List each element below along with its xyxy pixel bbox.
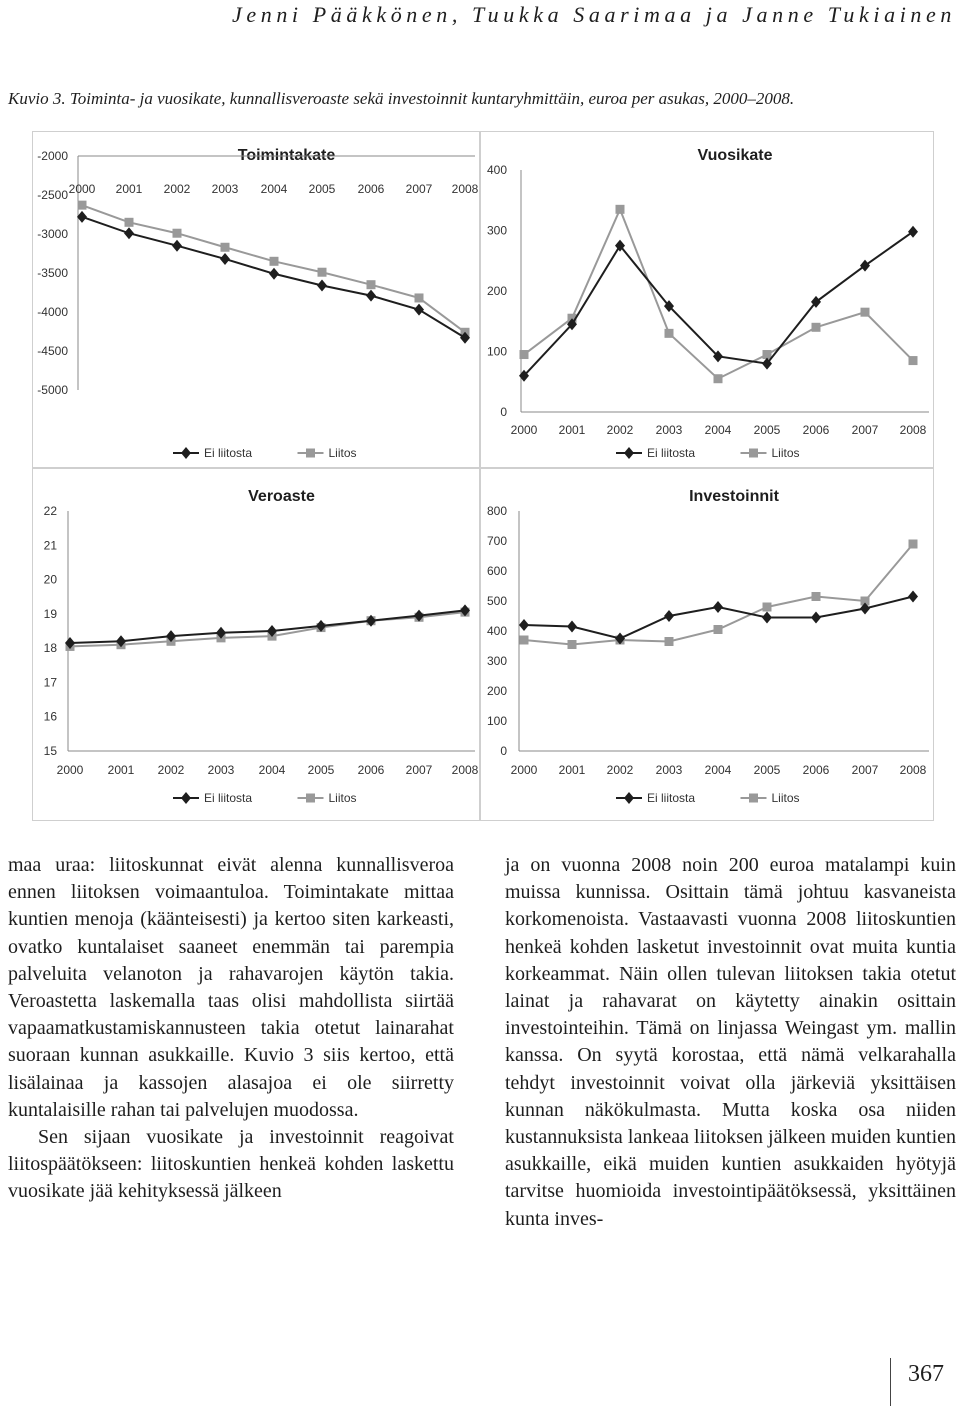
x-tick-label: 2004 bbox=[704, 763, 732, 777]
x-tick-label: 2002 bbox=[157, 763, 185, 777]
data-point-square bbox=[812, 323, 821, 332]
y-tick-label: -4500 bbox=[37, 344, 68, 358]
x-tick-label: 2007 bbox=[851, 423, 879, 437]
body-paragraph: ja on vuonna 2008 noin 200 euroa matalampi kuin muissa kunnissa. Osittain tämä johtuu kasvaneista korkomenoista. Vastaavasti vuonna 2008 liitoskuntien henkeä kohden lasketut investoinnit ovat muita kuntia korkeammat. Näin ollen tulevan liitoksen takia otetut lainat ja rahavarat on käytetty ainakin osittain investointeihin. Tämä on linjassa Weingast ym. mallin kanssa. On syytä korostaa, että nämä velkarahalla tehdyt investoinnit voivat olla järkeviä yksittäisen kunnan näkökulmasta. Mutta koska osa niiden kustannuksista lankeaa liitoksen jälkeen muiden kuntien asukkaille, eikä muiden kuntien asukkaiden hyötyjä tarvitse huomioida investointipäätöksessä, yksittäinen kunta inves- bbox=[505, 854, 956, 1230]
chart-investoinnit-svg bbox=[481, 469, 933, 820]
x-tick-label: 2000 bbox=[68, 182, 96, 196]
data-point-diamond bbox=[181, 792, 191, 804]
x-tick-label: 2006 bbox=[802, 423, 830, 437]
data-point-square bbox=[861, 308, 870, 317]
y-tick-label: 19 bbox=[43, 606, 57, 621]
y-tick-label: -4000 bbox=[37, 305, 68, 319]
data-point-square bbox=[367, 280, 376, 289]
x-tick-label: 2007 bbox=[405, 763, 433, 777]
y-tick-label: 22 bbox=[43, 504, 57, 518]
x-tick-label: 2008 bbox=[899, 763, 927, 777]
x-tick-label: 2001 bbox=[107, 763, 135, 777]
x-tick-label: 2004 bbox=[258, 763, 286, 777]
body-left-column bbox=[8, 852, 454, 1206]
x-tick-label: 2002 bbox=[163, 182, 191, 196]
x-tick-label: 2003 bbox=[655, 423, 683, 437]
data-point-square bbox=[270, 257, 279, 266]
data-point-square bbox=[749, 449, 758, 458]
y-tick-label: 18 bbox=[43, 641, 57, 656]
x-tick-label: 2003 bbox=[211, 182, 239, 196]
data-point-diamond bbox=[519, 619, 529, 631]
data-point-diamond bbox=[269, 268, 279, 280]
data-point-diamond bbox=[664, 610, 674, 622]
chart-title: Toimintakate bbox=[237, 147, 336, 164]
y-tick-label: 500 bbox=[486, 594, 507, 608]
page-number-rule bbox=[890, 1358, 891, 1406]
x-tick-label: 2005 bbox=[753, 763, 781, 777]
x-tick-label: 2007 bbox=[405, 182, 433, 196]
x-tick-label: 2001 bbox=[558, 423, 586, 437]
x-tick-label: 2006 bbox=[802, 763, 830, 777]
data-point-diamond bbox=[181, 447, 191, 459]
running-header: Jenni Pääkkönen, Tuukka Saarimaa ja Janne Tukiainen bbox=[231, 2, 956, 27]
x-tick-label: 2006 bbox=[357, 763, 385, 777]
x-tick-label: 2002 bbox=[606, 763, 634, 777]
data-point-square bbox=[306, 794, 315, 803]
x-tick-label: 2003 bbox=[655, 763, 683, 777]
x-tick-label: 2001 bbox=[558, 763, 586, 777]
data-point-diamond bbox=[172, 240, 182, 252]
x-tick-label: 2007 bbox=[851, 763, 879, 777]
y-tick-label: 700 bbox=[486, 534, 507, 548]
y-tick-label: 0 bbox=[500, 744, 507, 758]
data-point-diamond bbox=[713, 601, 723, 613]
figure-caption: Kuvio 3. Toiminta- ja vuosikate, kunnallisveroaste sekä investoinnit kuntaryhmittäin, euroa per asukas, 2000–2008. bbox=[8, 89, 795, 108]
y-tick-label: 400 bbox=[486, 624, 507, 638]
data-point-square bbox=[568, 640, 577, 649]
x-tick-label: 2000 bbox=[56, 763, 84, 777]
chart-title: Veroaste bbox=[248, 488, 315, 505]
x-tick-label: 2000 bbox=[510, 423, 538, 437]
data-point-diamond bbox=[624, 447, 634, 459]
data-point-diamond bbox=[414, 304, 424, 316]
data-point-square bbox=[714, 374, 723, 383]
y-tick-label: 600 bbox=[486, 564, 507, 578]
legend-label: Ei liitosta bbox=[204, 791, 253, 805]
body-right-column bbox=[505, 852, 956, 1233]
y-tick-label: -2500 bbox=[37, 188, 68, 202]
y-tick-label: -3500 bbox=[37, 266, 68, 280]
data-point-square bbox=[520, 350, 529, 359]
x-tick-label: 2005 bbox=[308, 182, 336, 196]
chart-toimintakate-svg bbox=[33, 132, 479, 467]
chart-title: Investoinnit bbox=[689, 488, 779, 505]
data-point-square bbox=[812, 592, 821, 601]
chart-investoinnit bbox=[480, 468, 934, 821]
chart-title: Vuosikate bbox=[697, 147, 773, 164]
data-point-diamond bbox=[908, 591, 918, 603]
data-point-square bbox=[221, 243, 230, 252]
data-point-diamond bbox=[567, 621, 577, 633]
data-point-square bbox=[318, 268, 327, 277]
chart-vuosikate-svg bbox=[481, 132, 933, 467]
y-tick-label: 100 bbox=[486, 344, 507, 359]
x-tick-label: 2005 bbox=[307, 763, 335, 777]
legend-label: Liitos bbox=[771, 446, 800, 460]
chart-vuosikate bbox=[480, 131, 934, 468]
data-point-diamond bbox=[317, 279, 327, 291]
y-tick-label: -3000 bbox=[37, 227, 68, 241]
y-tick-label: -5000 bbox=[37, 383, 68, 397]
page-number: 367 bbox=[908, 1361, 944, 1387]
x-tick-label: 2004 bbox=[260, 182, 288, 196]
data-point-diamond bbox=[366, 290, 376, 302]
x-tick-label: 2002 bbox=[606, 423, 634, 437]
y-tick-label: 800 bbox=[486, 504, 507, 518]
legend-label: Ei liitosta bbox=[647, 791, 696, 805]
x-tick-label: 2004 bbox=[704, 423, 732, 437]
data-point-square bbox=[306, 449, 315, 458]
y-tick-label: 15 bbox=[43, 744, 57, 758]
y-tick-label: 0 bbox=[500, 405, 507, 419]
chart-toimintakate bbox=[32, 131, 480, 468]
data-point-diamond bbox=[220, 253, 230, 265]
y-tick-label: -2000 bbox=[37, 149, 68, 163]
y-tick-label: 100 bbox=[486, 714, 507, 728]
legend-label: Liitos bbox=[771, 791, 800, 805]
data-point-square bbox=[665, 637, 674, 646]
y-tick-label: 300 bbox=[486, 654, 507, 668]
legend-label: Ei liitosta bbox=[647, 446, 696, 460]
y-tick-label: 20 bbox=[43, 572, 57, 587]
y-tick-label: 300 bbox=[486, 223, 507, 238]
data-point-diamond bbox=[762, 612, 772, 624]
x-tick-label: 2008 bbox=[899, 423, 927, 437]
data-point-square bbox=[714, 625, 723, 634]
x-tick-label: 2003 bbox=[207, 763, 235, 777]
data-point-square bbox=[415, 293, 424, 302]
data-point-square bbox=[616, 205, 625, 214]
x-tick-label: 2008 bbox=[451, 182, 479, 196]
data-point-square bbox=[125, 218, 134, 227]
data-point-square bbox=[173, 229, 182, 238]
y-tick-label: 200 bbox=[486, 684, 507, 698]
data-point-square bbox=[909, 356, 918, 365]
body-paragraph: Sen sijaan vuosikate ja investoinnit reagoivat liitospäätökseen: liitoskuntien henkeä kohden laskettu vuosikate jää kehityksessä jälkeen bbox=[8, 1126, 454, 1203]
x-tick-label: 2008 bbox=[451, 763, 479, 777]
y-tick-label: 17 bbox=[43, 675, 57, 690]
y-tick-label: 16 bbox=[43, 709, 57, 724]
x-tick-label: 2005 bbox=[753, 423, 781, 437]
data-point-square bbox=[909, 540, 918, 549]
data-point-diamond bbox=[860, 260, 870, 272]
legend-label: Liitos bbox=[328, 791, 357, 805]
y-tick-label: 400 bbox=[486, 163, 507, 177]
x-tick-label: 2000 bbox=[510, 763, 538, 777]
data-point-diamond bbox=[811, 612, 821, 624]
chart-veroaste-svg bbox=[33, 469, 479, 820]
data-point-square bbox=[763, 603, 772, 612]
x-tick-label: 2006 bbox=[357, 182, 385, 196]
data-point-diamond bbox=[908, 226, 918, 238]
legend-label: Liitos bbox=[328, 446, 357, 460]
data-point-square bbox=[749, 794, 758, 803]
legend-label: Ei liitosta bbox=[204, 446, 253, 460]
data-point-square bbox=[78, 201, 87, 210]
data-point-diamond bbox=[624, 792, 634, 804]
data-point-diamond bbox=[124, 227, 134, 239]
y-tick-label: 200 bbox=[486, 284, 507, 298]
body-paragraph: maa uraa: liitoskunnat eivät alenna kunnallisveroa ennen liitoksen voimaantuloa. Toimintakate mittaa kuntien menoja (käänteisesti) ja kertoo siten karkeasti, ovatko kuntalaiset saaneet enemmän tai parempia palveluita velanoton ja rahavarojen käytön takia. Veroastetta laskemalla taas olisi mahdollista siirtää vapaamatkustamiskannusteen takia otetut lainarahat suoraan kunnan asukkaille. Kuvio 3 siis kertoo, että lisälainaa ja kassojen alasajoa ei ole siirretty kuntalaisille rahan tai palvelujen muodossa. bbox=[8, 854, 454, 1121]
chart-veroaste bbox=[32, 468, 480, 821]
x-tick-label: 2001 bbox=[115, 182, 143, 196]
data-point-square bbox=[520, 636, 529, 645]
y-tick-label: 21 bbox=[43, 538, 57, 553]
data-point-square bbox=[665, 329, 674, 338]
